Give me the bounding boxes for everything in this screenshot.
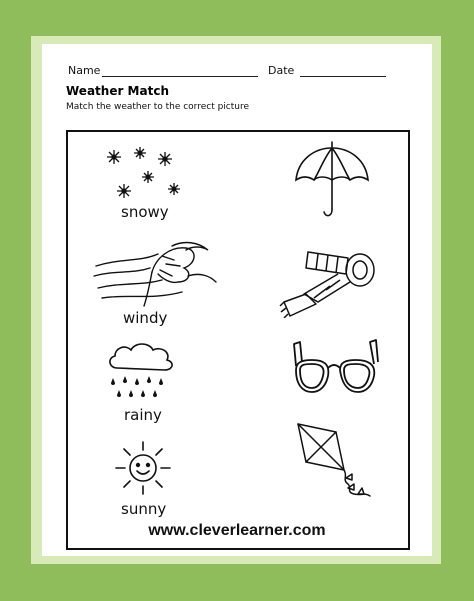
windy-tree-icon [92,236,220,312]
rain-cloud-icon [103,340,181,406]
worksheet-instruction: Match the weather to the correct picture [66,102,250,112]
word-sunny: sunny [121,500,167,518]
worksheet-title: Weather Match [66,84,169,98]
name-field[interactable] [102,76,258,77]
word-snowy: snowy [121,203,169,221]
snowflakes-icon [100,143,186,205]
umbrella-icon [292,136,372,222]
website-url[interactable]: www.cleverlearner.com [148,522,326,539]
sunglasses-icon [292,338,380,400]
word-rainy: rainy [124,406,162,424]
word-windy: windy [123,309,168,327]
kite-icon [292,418,374,500]
name-date-row [68,64,398,80]
sun-icon [108,438,178,500]
date-label: Date [268,64,295,77]
scarf-icon [278,246,382,318]
name-label: Name [68,64,101,77]
date-field[interactable] [300,76,386,77]
